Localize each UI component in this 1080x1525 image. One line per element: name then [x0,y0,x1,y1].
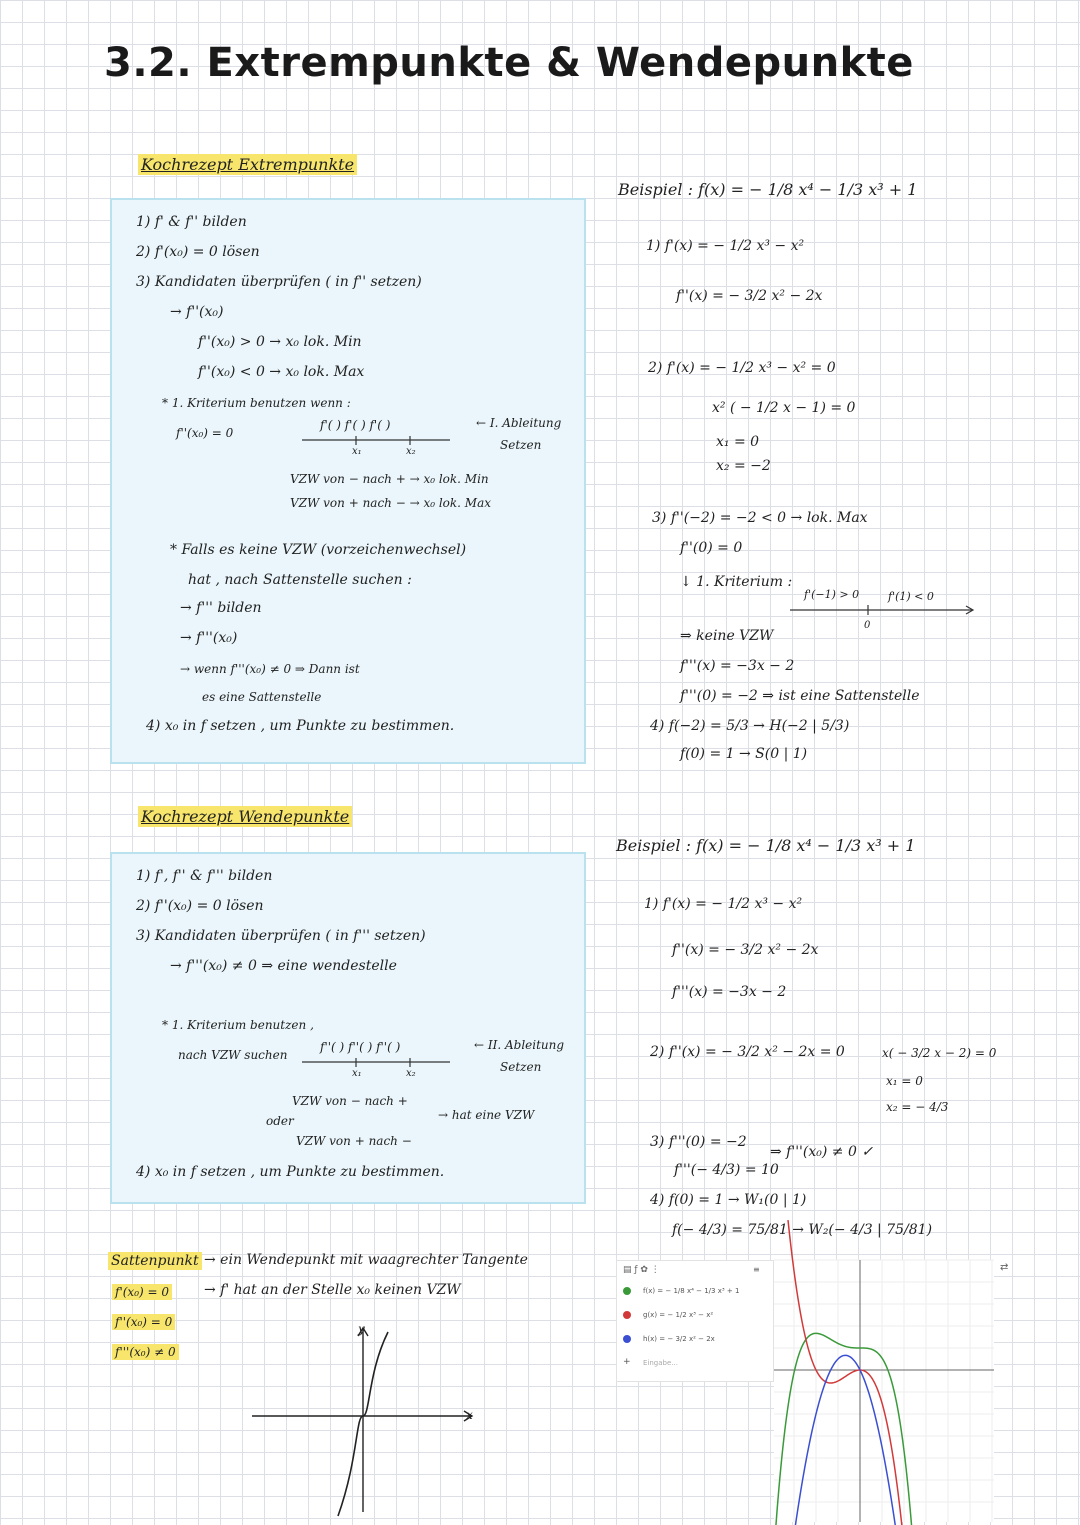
wende-criterion-signs: f''( ) f''( ) f''( ) [320,1040,401,1054]
wende-x2-label: x₂ [406,1068,416,1079]
geogebra-g-label[interactable]: g(x) = − 1/2 x³ − x² [643,1311,714,1319]
geogebra-panel-menu[interactable]: ≡ [753,1265,760,1274]
beispiel2-right-2: x₁ = 0 [886,1074,923,1088]
beispiel1-line-5: x₁ = 0 [716,434,760,450]
extrem-step-3: 3) Kandidaten überprüfen ( in f'' setzen) [136,274,422,290]
extrem-number-line [302,436,452,448]
beispiel2-line-2: f''(x) = − 3/2 x² − 2x [672,942,819,958]
wende-step-4: 4) x₀ in f setzen , um Punkte zu bestimmen. [136,1164,445,1180]
extrem-criterion-head: * 1. Kriterium benutzen wenn : [162,396,351,410]
extrem-falls-6: es eine Sattenstelle [202,690,322,704]
geogebra-input[interactable]: Eingabe... [643,1359,678,1367]
wende-recipe-box [110,852,586,1204]
extrem-vzw-min: VZW von − nach + → x₀ lok. Min [290,472,489,486]
extrem-falls-1: * Falls es keine VZW (vorzeichenwechsel) [170,542,467,558]
extrem-criterion-signs: f'( ) f'( ) f'( ) [320,418,391,432]
beispiel1-line-6: x₂ = −2 [716,458,771,474]
sattel-label: Sattenpunkt [108,1252,202,1270]
beispiel1-head: Beispiel : f(x) = − 1/8 x⁴ − 1/3 x³ + 1 [618,180,918,199]
beispiel2-line-6: f'''(− 4/3) = 10 [674,1162,779,1178]
wende-number-line [302,1058,452,1070]
page-title: 3.2. Extrempunkte & Wendepunkte [104,40,914,86]
wende-vzw-2: VZW von + nach − [296,1134,412,1148]
extrem-x1-label: x₁ [352,446,362,457]
sattel-sketch [246,1320,486,1520]
beispiel2-right-1: x( − 3/2 x − 2) = 0 [882,1046,997,1060]
wende-step-3a: → f'''(x₀) ≠ 0 ⇒ eine wendestelle [170,958,397,974]
extrem-criterion-note2: Setzen [500,438,542,452]
graph-f-curve [774,1333,914,1525]
wende-criterion-note2: Setzen [500,1060,542,1074]
beispiel2-line-5r: ⇒ f'''(x₀) ≠ 0 ✓ [770,1144,874,1160]
beispiel1-line-4: x² ( − 1/2 x − 1) = 0 [712,400,856,416]
wende-criterion-note: ← II. Ableitung [474,1038,565,1052]
graph-h-curve [791,1355,900,1525]
beispiel1-line-2: f''(x) = − 3/2 x² − 2x [676,288,823,304]
extrem-falls-4: → f'''(x₀) [180,630,238,646]
beispiel2-line-7: 4) f(0) = 1 → W₁(0 | 1) [650,1192,807,1208]
wende-step-2: 2) f''(x₀) = 0 lösen [136,898,264,914]
beispiel2-line-3: f'''(x) = −3x − 2 [672,984,787,1000]
beispiel1-line-10: ⇒ keine VZW [680,628,774,644]
extrem-criterion-condition: f''(x₀) = 0 [176,426,234,440]
beispiel2-line-1: 1) f'(x) = − 1/2 x³ − x² [644,896,803,912]
extrem-heading: Kochrezept Extrempunkte [138,154,357,175]
extrem-criterion-note: ← I. Ableitung [476,416,562,430]
wende-step-1: 1) f', f'' & f''' bilden [136,868,273,884]
extrem-step-2: 2) f'(x₀) = 0 lösen [136,244,260,260]
wende-vzw-oder: oder [266,1114,294,1128]
extrem-step-3c: f''(x₀) < 0 → x₀ lok. Max [198,364,365,380]
wende-x1-label: x₁ [352,1068,362,1079]
beispiel1-line-7: 3) f''(−2) = −2 < 0 → lok. Max [652,510,868,526]
extrem-step-4: 4) x₀ in f setzen , um Punkte zu bestimmen. [146,718,455,734]
geogebra-algebra-panel [616,1260,774,1382]
geogebra-g-dot[interactable] [623,1311,631,1319]
beispiel1-line-11: f'''(x) = −3x − 2 [680,658,795,674]
wende-criterion-condition: nach VZW suchen [178,1048,288,1062]
beispiel1-crit-a: f'(−1) > 0 [804,588,860,601]
sattel-desc-2: → f' hat an der Stelle x₀ keinen VZW [204,1282,461,1298]
beispiel1-line-1: 1) f'(x) = − 1/2 x³ − x² [646,238,805,254]
geogebra-f-dot[interactable] [623,1287,631,1295]
extrem-step-3b: f''(x₀) > 0 → x₀ lok. Min [198,334,362,350]
sattel-axis-y: y [358,1322,365,1336]
beispiel1-line-9: ↓ 1. Kriterium : [680,574,793,590]
geogebra-f-label[interactable]: f(x) = − 1/8 x⁴ − 1/3 x³ + 1 [643,1287,740,1295]
sattel-cond-1: f'(x₀) = 0 [112,1284,172,1300]
beispiel1-line-14: f(0) = 1 → S(0 | 1) [680,746,808,762]
geogebra-h-label[interactable]: h(x) = − 3/2 x² − 2x [643,1335,715,1343]
sattel-cond-2: f''(x₀) = 0 [112,1314,175,1330]
beispiel2-right-3: x₂ = − 4/3 [886,1100,949,1114]
geogebra-toolbar-icons[interactable]: ▤ ƒ ✿ ⋮ [623,1265,660,1275]
extrem-step-3a: → f''(x₀) [170,304,224,320]
sattel-axis-x: x [466,1408,473,1422]
geogebra-add-icon[interactable]: + [623,1357,631,1367]
extrem-recipe-box [110,198,586,764]
geogebra-style-icon[interactable]: ⇄ [1000,1262,1009,1273]
beispiel1-line-12: f'''(0) = −2 ⇒ ist eine Sattenstelle [680,688,920,704]
beispiel1-crit-zero: 0 [864,620,871,631]
wende-heading: Kochrezept Wendepunkte [138,806,352,827]
geogebra-h-dot[interactable] [623,1335,631,1343]
sattel-desc-1: → ein Wendepunkt mit waagrechter Tangente [204,1252,528,1268]
beispiel2-line-4: 2) f''(x) = − 3/2 x² − 2x = 0 [650,1044,845,1060]
wende-criterion-head: * 1. Kriterium benutzen , [162,1018,314,1032]
beispiel1-crit-b: f'(1) < 0 [888,590,934,603]
geogebra-grid [774,1260,994,1522]
sattel-cond-3: f'''(x₀) ≠ 0 [112,1344,179,1360]
extrem-vzw-max: VZW von + nach − → x₀ lok. Max [290,496,492,510]
wende-vzw-1: VZW von − nach + [292,1094,408,1108]
wende-step-3: 3) Kandidaten überprüfen ( in f''' setzen) [136,928,426,944]
extrem-falls-2: hat , nach Sattenstelle suchen : [188,572,412,588]
beispiel2-head: Beispiel : f(x) = − 1/8 x⁴ − 1/3 x³ + 1 [616,836,916,855]
beispiel1-line-8: f''(0) = 0 [680,540,743,556]
geogebra-graph[interactable] [774,1260,994,1522]
beispiel1-number-line [790,604,980,618]
extrem-falls-5: → wenn f'''(x₀) ≠ 0 ⇒ Dann ist [180,662,360,676]
beispiel1-line-13: 4) f(−2) = 5/3 → H(−2 | 5/3) [650,718,850,734]
extrem-x2-label: x₂ [406,446,416,457]
beispiel2-line-8: f(− 4/3) = 75/81 → W₂(− 4/3 | 75/81) [672,1222,933,1238]
beispiel2-line-5: 3) f'''(0) = −2 [650,1134,747,1150]
beispiel1-line-3: 2) f'(x) = − 1/2 x³ − x² = 0 [648,360,836,376]
extrem-step-1: 1) f' & f'' bilden [136,214,247,230]
extrem-falls-3: → f''' bilden [180,600,262,616]
wende-vzw-result: → hat eine VZW [438,1108,535,1122]
